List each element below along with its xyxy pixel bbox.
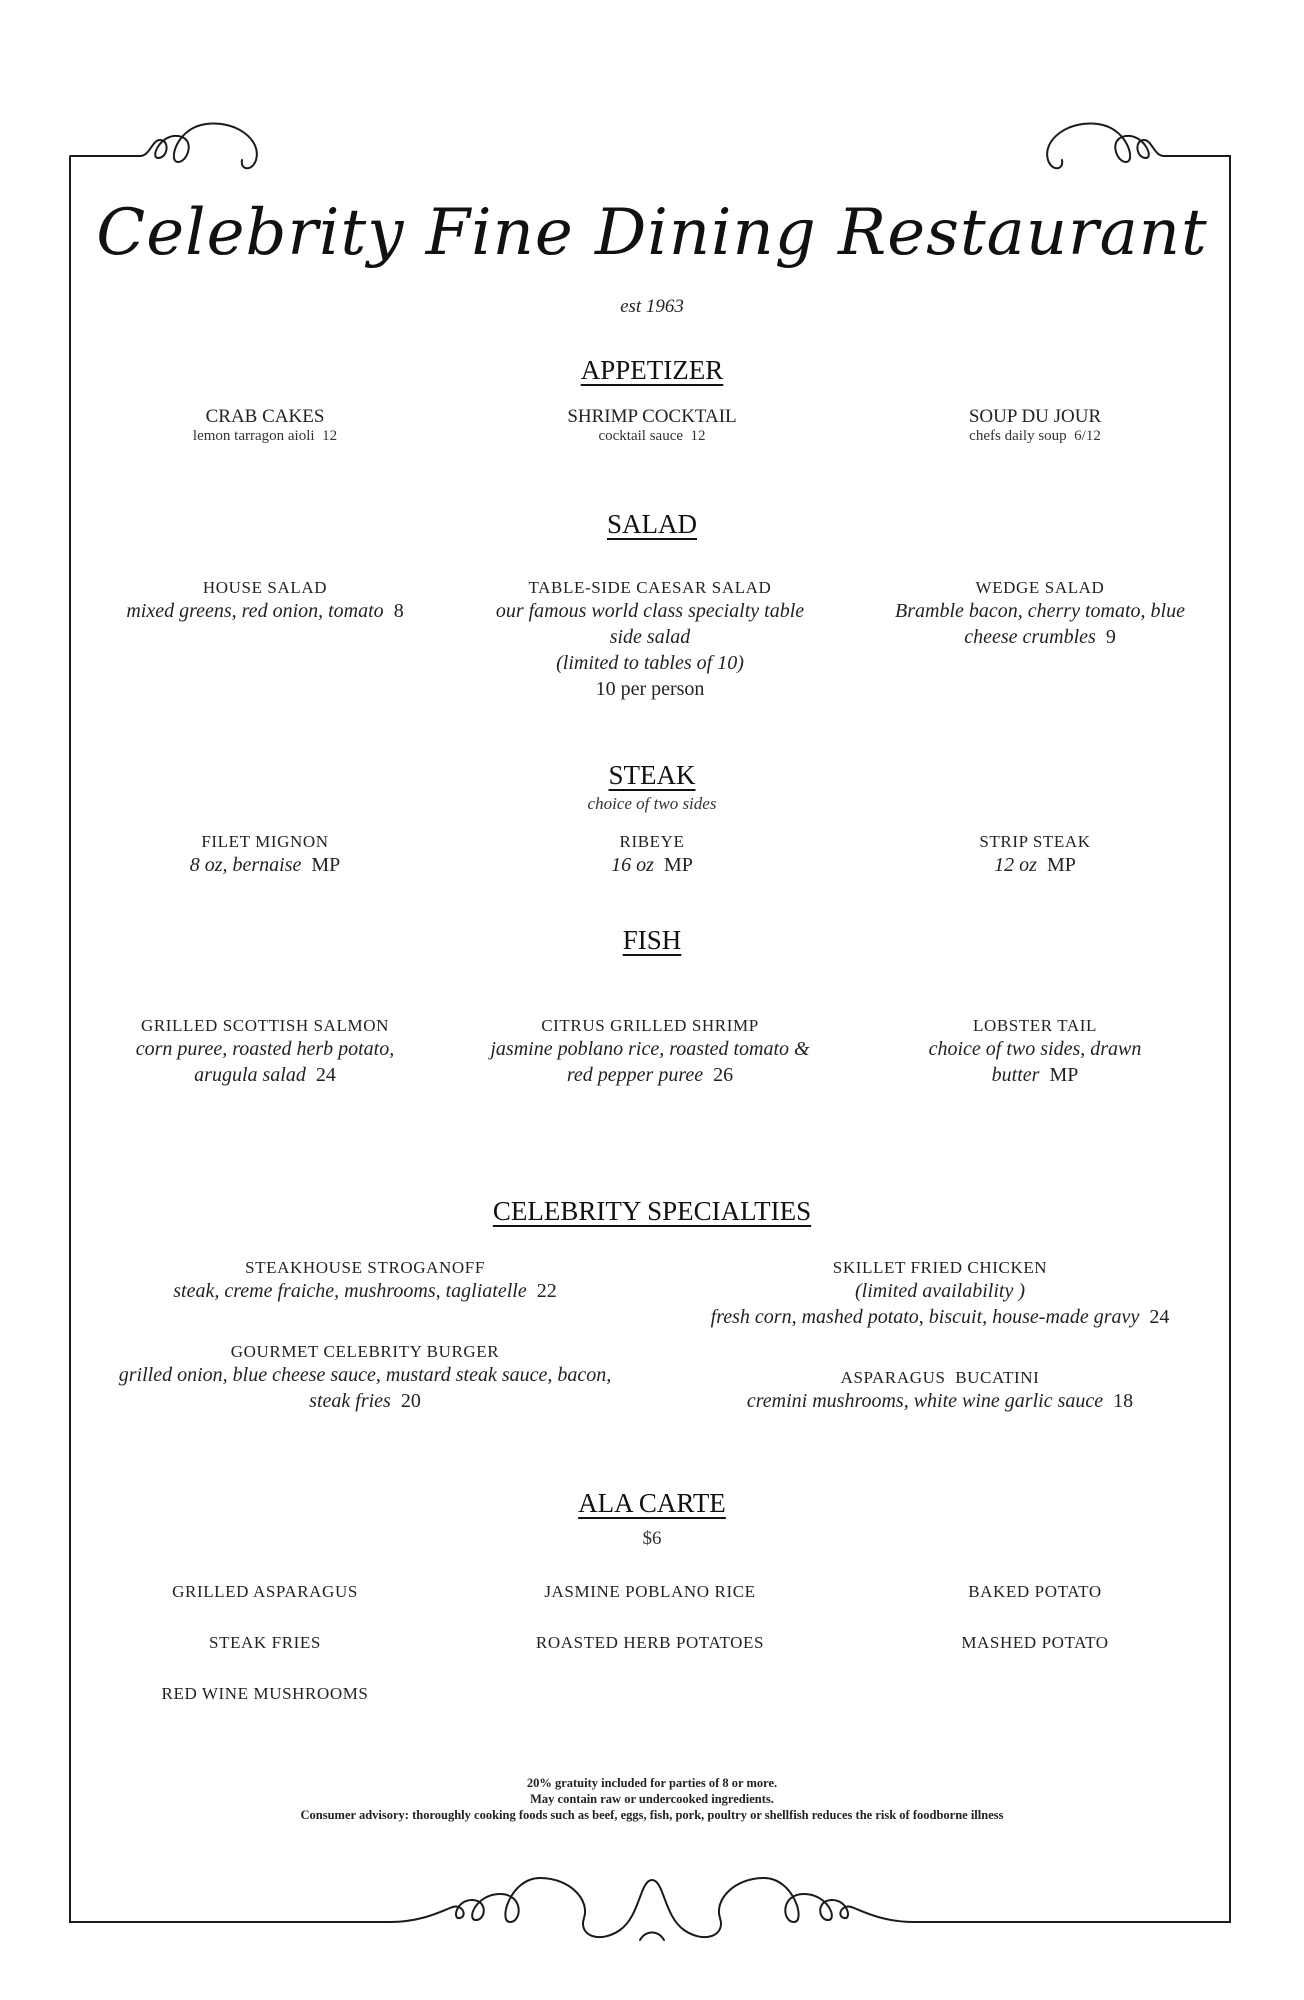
item-name: STRIP STEAK [979,832,1091,851]
item-description: 16 oz [611,854,654,876]
item-price: 9 [1105,626,1116,648]
item-note: (limited availability ) [855,1280,1025,1302]
menu-item-house-salad [100,578,430,624]
fish-heading: FISH [622,925,682,955]
salad-heading: SALAD [606,509,697,539]
item-description: fresh corn, mashed potato, biscuit, house-made gravy [710,1306,1140,1328]
item-description: choice of two sides, drawn butter [928,1038,1142,1086]
item-name: LOBSTER TAIL [972,1016,1098,1035]
item-description: cremini mushrooms, white wine garlic sauce [746,1390,1104,1412]
item-name: TABLE-SIDE CAESAR SALAD [528,578,772,597]
item-name: GOURMET CELEBRITY BURGER [230,1342,500,1361]
menu-item-ribeye [500,832,804,878]
item-description: grilled onion, blue cheese sauce, mustard steak sauce, bacon, steak fries [118,1364,612,1412]
item-description: chefs daily soup [969,428,1067,444]
menu-item-stroganoff [100,1258,630,1304]
item-name: SHRIMP COCKTAIL [567,406,737,427]
gratuity-note: 20% gratuity included for parties of 8 or more. [526,1776,778,1790]
item-price: 12 [322,428,338,444]
side-item: GRILLED ASPARAGUS [172,1582,358,1601]
restaurant-title: Celebrity Fine Dining Restaurant [96,196,1208,270]
item-name: RIBEYE [619,832,685,851]
item-price: MP [1049,1064,1079,1086]
item-price: 6/12 [1074,428,1101,444]
side-item: MASHED POTATO [961,1633,1109,1652]
item-name: ASPARAGUS BUCATINI [840,1368,1040,1387]
raw-ingredients-note: May contain raw or undercooked ingredients. [530,1792,774,1806]
item-description: our famous world class specialty table side salad [495,600,805,648]
item-name: SKILLET FRIED CHICKEN [832,1258,1048,1277]
established-year: est 1963 [620,296,684,317]
specialties-heading: CELEBRITY SPECIALTIES [492,1196,812,1226]
item-price: 26 [713,1064,734,1086]
menu-item-fried-chicken [680,1258,1200,1330]
item-name: CRAB CAKES [205,406,325,427]
item-description: corn puree, roasted herb potato, arugula salad [135,1038,395,1086]
item-description: steak, creme fraiche, mushrooms, tagliatelle [173,1280,527,1302]
item-price: 24 [315,1064,336,1086]
item-name: FILET MIGNON [201,832,329,851]
side-item: STEAK FRIES [209,1633,321,1652]
consumer-advisory: Consumer advisory: thoroughly cooking foods such as beef, eggs, fish, pork, poultry or shellfish reduces the risk of foodborne illness [300,1808,1004,1822]
item-price: 24 [1149,1306,1170,1328]
item-description: Bramble bacon, cherry tomato, blue cheese crumbles [895,600,1185,648]
item-name: WEDGE SALAD [975,578,1105,597]
menu-item-strip-steak [900,832,1170,878]
menu-item-filet-mignon [130,832,400,878]
steak-heading: STEAK [608,760,696,790]
side-item: ROASTED HERB POTATOES [535,1633,765,1652]
side-item: BAKED POTATO [968,1582,1102,1601]
menu-item-caesar-salad [480,578,820,702]
item-price: MP [1046,854,1076,876]
menu-item-soup-du-jour [900,406,1170,445]
menu-item-wedge-salad [880,578,1200,650]
appetizer-heading: APPETIZER [580,355,724,385]
footer-notes [0,1775,1304,1823]
ala-carte-price: $6 [642,1528,662,1549]
item-description: jasmine poblano rice, roasted tomato & red pepper puree [490,1038,810,1086]
item-description: 12 oz [994,854,1037,876]
item-name: HOUSE SALAD [202,578,328,597]
menu-item-salmon [110,1016,420,1088]
item-description: 8 oz, bernaise [189,854,302,876]
item-price: 20 [400,1390,421,1412]
item-name: GRILLED SCOTTISH SALMON [140,1016,390,1035]
side-item: RED WINE MUSHROOMS [161,1684,369,1703]
side-item: JASMINE POBLANO RICE [544,1582,756,1601]
menu-item-lobster-tail [920,1016,1150,1088]
menu-item-celebrity-burger [100,1342,630,1414]
ala-carte-heading: ALA CARTE [578,1488,726,1518]
item-price: 8 [393,600,404,622]
item-name: CITRUS GRILLED SHRIMP [541,1016,759,1035]
menu-item-citrus-shrimp [480,1016,820,1088]
item-name: SOUP DU JOUR [968,406,1102,427]
item-name: STEAKHOUSE STROGANOFF [245,1258,485,1277]
item-price: 18 [1113,1390,1134,1412]
item-price: MP [311,854,341,876]
item-note: (limited to tables of 10) [556,652,744,674]
item-price: 12 [690,428,706,444]
menu-item-crab-cakes [130,406,400,445]
menu-item-asparagus-bucatini [680,1368,1200,1414]
item-description: mixed greens, red onion, tomato [126,600,384,622]
item-price: 22 [536,1280,557,1302]
item-price: 10 per person [595,678,705,700]
item-description: lemon tarragon aioli [192,428,315,444]
steak-subheading: choice of two sides [587,794,717,813]
item-description: cocktail sauce [598,428,684,444]
menu-item-shrimp-cocktail [500,406,804,445]
item-price: MP [663,854,693,876]
